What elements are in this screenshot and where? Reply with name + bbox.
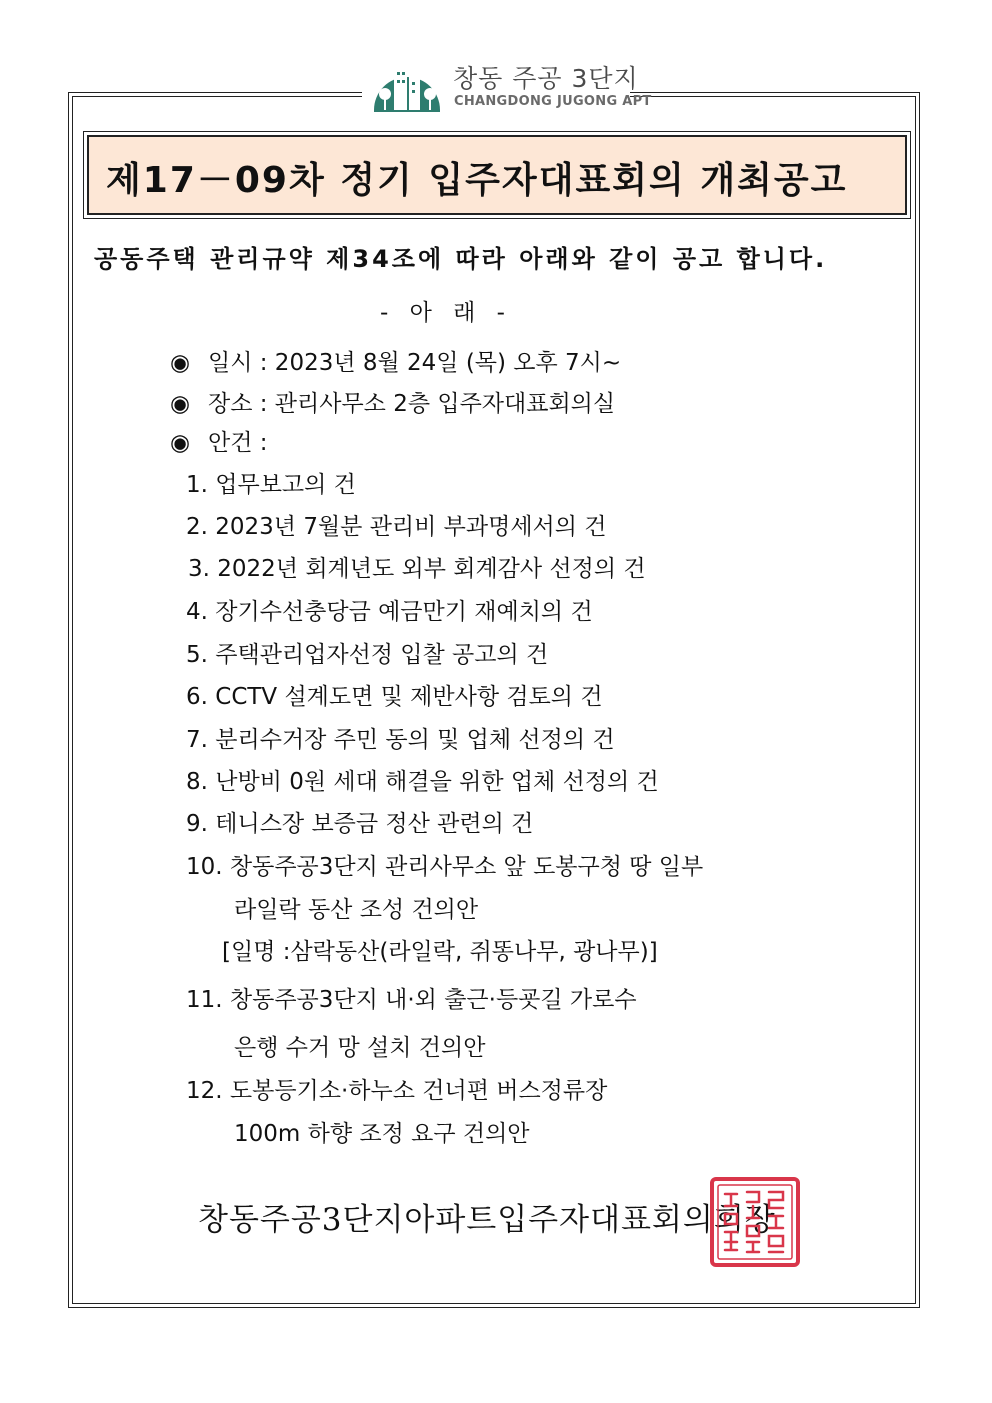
notice-title: 제17－09차 정기 입주자대표회의 개최공고	[106, 160, 848, 201]
info-date	[170, 344, 621, 377]
agenda-item-1: 1. 업무보고의 건	[186, 472, 356, 498]
official-seal-icon	[709, 1176, 801, 1268]
agenda-item-12-line2: 100m 하향 조정 요구 건의안	[234, 1121, 530, 1147]
logo-english-name: CHANGDONG JUGONG APT	[454, 94, 652, 109]
below-heading: - 아 래 -	[380, 300, 507, 326]
agenda-item-10: 10. 창동주공3단지 관리사무소 앞 도봉구청 땅 일부	[186, 854, 704, 880]
agenda-item-3: 3. 2022년 회계년도 외부 회계감사 선정의 건	[188, 556, 646, 582]
agenda-item-6: 6. CCTV 설계도면 및 제반사항 검토의 건	[186, 684, 603, 710]
agenda-item-8: 8. 난방비 0원 세대 해결을 위한 업체 선정의 건	[186, 769, 659, 795]
info-agenda-label-text: 안건 :	[208, 430, 268, 456]
info-date-text: 일시 : 2023년 8월 24일 (목) 오후 7시~	[208, 350, 622, 376]
info-place-text: 장소 : 관리사무소 2층 입주자대표회의실	[208, 391, 616, 417]
apartment-logo	[362, 50, 652, 122]
agenda-item-5: 5. 주택관리업자선정 입찰 공고의 건	[186, 642, 549, 668]
info-place	[170, 385, 615, 418]
agenda-item-10-line2: 라일락 동산 조성 건의안	[234, 897, 479, 923]
signature-line: 창동주공3단지아파트입주자대표회의회장	[198, 1202, 776, 1238]
agenda-item-9: 9. 테니스장 보증금 정산 관련의 건	[186, 811, 534, 837]
bullet-icon: ◉	[170, 391, 191, 417]
agenda-item-10-note: [일명 :삼락동산(라일락, 쥐똥나무, 광나무)]	[222, 939, 658, 965]
agenda-item-2: 2. 2023년 7월분 관리비 부과명세서의 건	[186, 514, 607, 540]
intro-sentence: 공동주택 관리규약 제34조에 따라 아래와 같이 공고 합니다.	[94, 245, 828, 273]
info-agenda-label	[170, 424, 268, 457]
agenda-item-4: 4. 장기수선충당금 예금만기 재예치의 건	[186, 599, 593, 625]
building-logo-icon	[372, 54, 442, 118]
agenda-item-11-line2: 은행 수거 망 설치 건의안	[234, 1035, 486, 1061]
agenda-item-12: 12. 도봉등기소·하누소 건너편 버스정류장	[186, 1078, 608, 1104]
agenda-item-7: 7. 분리수거장 주민 동의 및 업체 선정의 건	[186, 727, 615, 753]
agenda-item-11: 11. 창동주공3단지 내·외 출근·등굣길 가로수	[186, 987, 637, 1013]
bullet-icon: ◉	[170, 350, 191, 376]
logo-korean-name: 창동 주공 3단지	[453, 64, 639, 93]
bullet-icon: ◉	[170, 430, 191, 456]
